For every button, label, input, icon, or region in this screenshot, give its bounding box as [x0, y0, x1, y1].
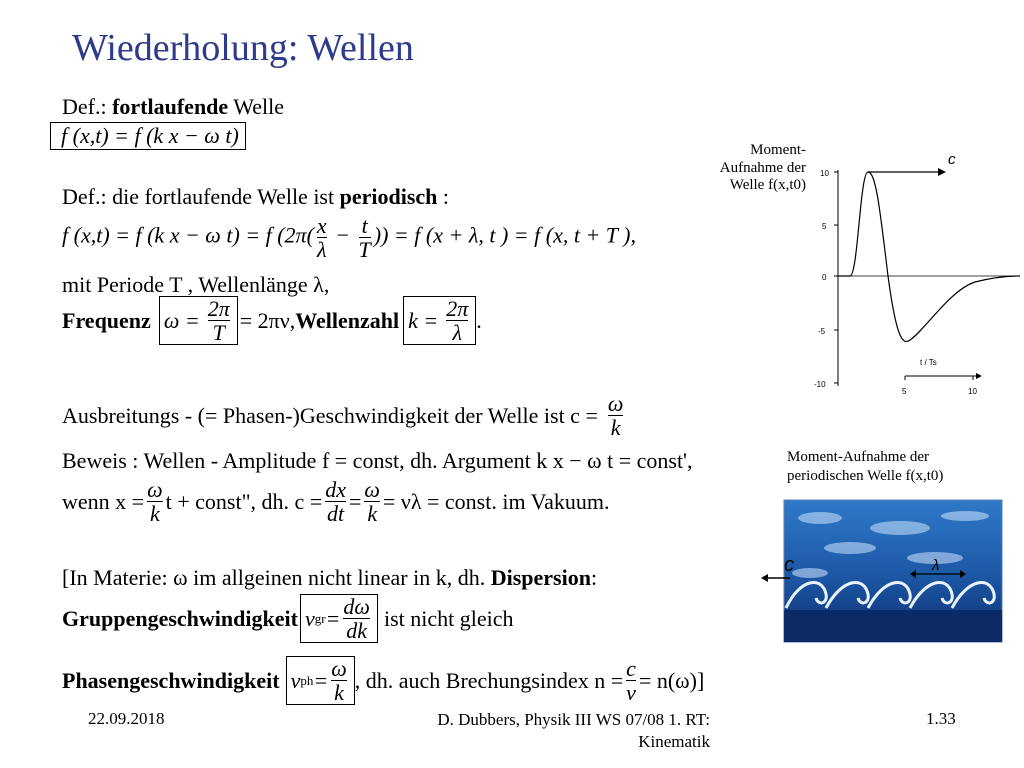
def-suffix: Welle [228, 94, 285, 119]
fraction-omega-k [364, 478, 380, 525]
frac-num: ω [607, 391, 624, 416]
page-title: Wiederholung: Wellen [72, 27, 414, 69]
frac-num: x [316, 213, 327, 238]
periodic-equation [62, 214, 636, 261]
def2-term: periodisch [339, 184, 438, 209]
period-wavelength-line: mit Periode T , Wellenlänge λ, [62, 272, 330, 297]
frac-num: t [361, 213, 368, 238]
caption-line: periodischen Welle f(x,t0) [787, 468, 944, 485]
proof-line-1: Beweis : Wellen - Amplitude f = const, dh. Argument k x − ω t = const', [62, 448, 693, 473]
frac-num: 2π [207, 296, 230, 321]
arrowhead-icon [938, 168, 946, 176]
caption-line: Aufnahme der [719, 159, 806, 176]
v-subscript: ph [300, 672, 314, 688]
x-axis-label: t / Ts [920, 358, 937, 367]
phase-velocity-post: , dh. auch Brechungsindex n = [354, 667, 624, 693]
group-velocity-label: Gruppengeschwindigkeit [62, 605, 298, 631]
v-subscript: gr [314, 610, 326, 626]
arrowhead-icon [976, 373, 982, 379]
frac-den: T [208, 320, 230, 344]
minus-sign: − [329, 222, 356, 248]
sea-bottom [784, 610, 1002, 642]
periodic-eq-part1: f (x,t) = f (k x − ω t) = f (2π( [62, 222, 314, 248]
periodic-wave-caption [787, 448, 943, 486]
frac-den: v [626, 680, 636, 706]
frac-num: ω [147, 477, 163, 502]
frequency-line [62, 296, 482, 345]
equals-sign: = [349, 488, 362, 514]
fraction-omega-k [608, 392, 624, 439]
frequency-end: . [476, 307, 482, 333]
fraction-c-v [626, 657, 636, 704]
def-prefix: Def.: [62, 94, 113, 119]
frac-num: dx [325, 477, 346, 502]
frequency-label: Frequenz [62, 307, 151, 333]
footer-date: 22.09.2018 [88, 709, 165, 728]
y-tick-label: 0 [822, 273, 827, 282]
arrowhead-icon [761, 574, 768, 582]
omega-lhs: ω = [163, 307, 200, 333]
footer-author: D. Dubbers, Physik III WS 07/08 1. RT: Kinematik [437, 710, 710, 752]
y-tick-label: -10 [814, 380, 826, 389]
x-tick-label: 5 [902, 387, 907, 396]
frac-num: ω [364, 477, 380, 502]
frac-den: λ [317, 237, 327, 263]
group-velocity-line [62, 594, 513, 643]
frac-num: 2π [446, 296, 469, 321]
fraction-omega-k [147, 478, 163, 525]
dispersion-term: Dispersion [490, 565, 591, 590]
fraction-t-T [359, 214, 371, 261]
caption-line: Moment- [750, 142, 806, 158]
fraction-x-lambda [317, 214, 327, 261]
y-tick-label: 10 [820, 169, 829, 178]
group-velocity-post: ist nicht gleich [383, 605, 514, 631]
def-fortlaufende-formula: f (x,t) = f (k x − ω t) [50, 122, 246, 150]
phase-velocity-box [286, 656, 355, 705]
x-tick-label: 10 [968, 387, 977, 396]
frac-num: ω [331, 656, 347, 681]
phase-velocity-dispersion-line [62, 656, 704, 705]
fraction-2pi-T [208, 297, 230, 344]
frac-den: λ [446, 320, 468, 344]
fraction-2pi-lambda [446, 297, 468, 344]
frac-num: dω [343, 594, 370, 619]
fraction-domega-dk [343, 595, 370, 642]
def2-prefix: Def.: die fortlaufende Welle ist [62, 184, 340, 209]
frac-den: dt [327, 501, 345, 527]
k-lhs: k = [408, 307, 439, 333]
periodic-eq-part2: )) = f (x + λ, t ) = f (x, t + T ), [373, 222, 636, 248]
proof-line-2 [62, 478, 610, 525]
phase-velocity-end: = n(ω)] [638, 667, 705, 693]
v-symbol: v [290, 667, 301, 693]
dispersion-post: : [590, 565, 598, 590]
wave-pulse-graph [810, 150, 1024, 400]
fraction-omega-k [331, 657, 347, 704]
dispersion-line [62, 565, 597, 591]
def-fortlaufende-line [62, 94, 284, 120]
proof-mid: t + const", dh. c = [165, 488, 323, 514]
wave-pulse-curve [838, 172, 1020, 341]
group-velocity-box [300, 594, 378, 643]
phase-velocity-label: Phasengeschwindigkeit [62, 667, 280, 693]
frac-den: dk [343, 618, 370, 642]
frac-den: k [331, 680, 347, 704]
v-symbol: v [304, 605, 315, 631]
caption-line: Welle f(x,t0) [729, 177, 806, 194]
proof-end: = νλ = const. im Vakuum. [382, 488, 610, 514]
dispersion-pre: [In Materie: ω im allgeinen nicht linear in k, dh. [62, 565, 491, 590]
velocity-label: c [784, 554, 794, 576]
omega-box [159, 296, 238, 345]
phase-velocity-line [62, 392, 626, 439]
frac-den: T [358, 237, 371, 263]
phase-velocity-text: Ausbreitungs - (= Phasen-)Geschwindigkeit der Welle ist c = [62, 402, 598, 428]
frac-den: k [608, 415, 624, 439]
periodic-wave-image [760, 498, 1004, 644]
y-tick-label: -5 [818, 327, 826, 336]
y-tick-label: 5 [822, 222, 827, 231]
wave-graph-caption [720, 142, 806, 195]
fraction-dx-dt [325, 478, 346, 525]
frac-den: k [147, 501, 163, 525]
frac-num: c [626, 656, 636, 681]
wavelength-label: λ [932, 557, 940, 574]
equals-sign: = [313, 667, 329, 693]
wavenumber-label: Wellenzahl [295, 307, 400, 333]
omega-rhs: = 2πν, [239, 307, 296, 333]
velocity-label: c [948, 151, 956, 168]
equals-sign: = [325, 605, 341, 631]
footer-page-number: 1.33 [926, 709, 956, 728]
def-term: fortlaufende [112, 94, 229, 119]
frac-den: k [364, 501, 380, 525]
caption-line: Moment-Aufnahme der [787, 449, 930, 465]
def-periodisch-line [62, 184, 449, 210]
def2-suffix: : [437, 184, 450, 209]
proof-wenn: wenn x = [62, 488, 145, 514]
k-box [403, 296, 476, 345]
